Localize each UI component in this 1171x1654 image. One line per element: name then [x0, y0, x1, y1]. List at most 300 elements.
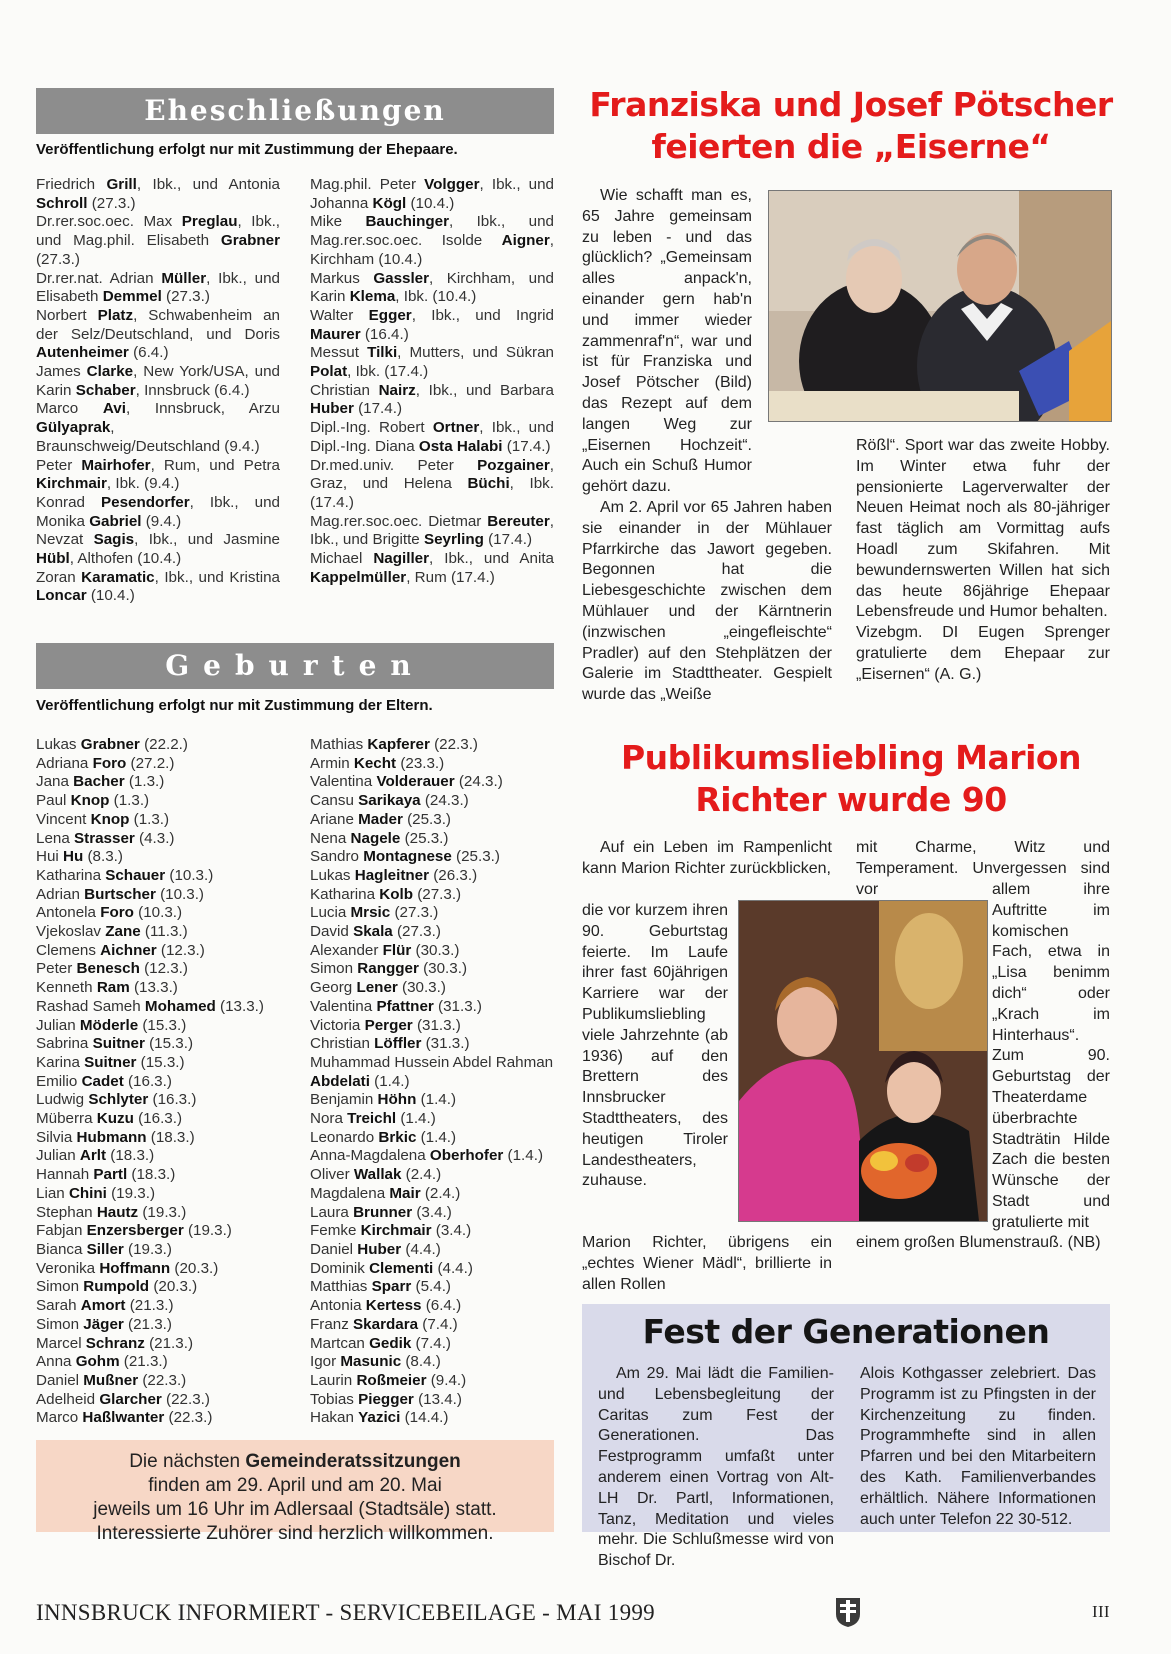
list-item	[36, 1335, 286, 1354]
name-text: Michael	[310, 550, 374, 568]
name-text: (16.3.)	[133, 1110, 183, 1128]
list-item	[310, 1185, 560, 1204]
surname: Cadet	[81, 1072, 124, 1090]
surname: Huber	[357, 1240, 402, 1258]
list-item	[36, 773, 286, 792]
name-text: Alexander	[310, 941, 383, 959]
list-item	[36, 176, 280, 213]
surname: Autenheimer	[36, 344, 129, 362]
name-text: (1.3.)	[109, 792, 150, 810]
name-text: (11.3.)	[140, 923, 188, 941]
name-text: Peter	[36, 456, 82, 474]
council-notice-box	[36, 1440, 554, 1544]
council-line-1b: Gemeinderatssitzungen	[245, 1451, 461, 1472]
surname: Tilki	[367, 344, 398, 362]
footer-publication: INNSBRUCK INFORMIERT - SERVICEBEILAGE - MAI 1999	[36, 1600, 655, 1625]
name-text: (5.4.)	[411, 1278, 451, 1296]
list-item	[36, 1166, 286, 1185]
surname: Enzersberger	[86, 1222, 184, 1240]
list-item	[36, 1129, 286, 1148]
list-item	[310, 755, 560, 774]
name-text: (27.3.)	[36, 250, 80, 268]
surname: Montagnese	[363, 848, 452, 866]
name-text: (7.4.)	[411, 1334, 451, 1352]
surname: Seyrling	[423, 531, 484, 549]
name-text: Mike	[310, 213, 366, 231]
name-text: (21.3.)	[144, 1334, 194, 1352]
list-item	[36, 998, 286, 1017]
name-text: Femke	[310, 1222, 361, 1240]
list-item	[310, 1222, 560, 1241]
richter-text-col-2b	[992, 880, 1110, 1234]
list-item	[310, 176, 554, 213]
list-item	[36, 979, 286, 998]
name-text: (30.3.)	[411, 941, 460, 959]
name-text: , Innsbruck (6.4.)	[135, 381, 250, 399]
richter-paragraph-1c: Marion Richter, übrigens ein „echtes Wiener Mädl“, brillierte in allen Rollen	[582, 1234, 832, 1293]
name-text: (6.4.)	[421, 1297, 462, 1315]
name-text: Paul	[36, 792, 71, 810]
surname: Mußner	[83, 1371, 139, 1389]
council-line-3: jeweils um 16 Uhr im Adlersaal (Stadtsäle) statt.	[93, 1499, 497, 1520]
name-text: , Ibk., und Mag.phil. Elisabeth	[36, 213, 281, 250]
surname: Mair	[389, 1184, 421, 1202]
name-text: Cansu	[310, 792, 359, 810]
name-text: (14.4.)	[400, 1409, 449, 1427]
list-item	[310, 1110, 560, 1129]
name-text: Vincent	[36, 810, 91, 828]
poetscher-paragraph-3: Rößl“. Sport war das zweite Hobby. Im Winter etwa fuhr der pensionierte Lagerverwalter der Neuen Heimat noch als 80-jähriger fast täglich am Vormittag aufs Hoadl zum Skifahren. Mit bewundernswerten Willen hat sich das heute 86jährige Ehepaar Lebensfreude und Humor behalten.	[856, 437, 1110, 621]
surname: Hagleitner	[354, 866, 430, 884]
list-item	[310, 1316, 560, 1335]
name-text: Karina	[36, 1053, 85, 1071]
name-text: Julian	[36, 1147, 80, 1165]
surname: Yazici	[358, 1409, 401, 1427]
richter-paragraph-2c: einem großen Blumenstrauß. (NB)	[856, 1234, 1101, 1251]
name-text: (2.4.)	[401, 1166, 442, 1184]
list-item	[36, 1147, 286, 1166]
surname: Roßmeier	[356, 1371, 427, 1389]
list-item	[310, 550, 554, 587]
council-line-2: finden am 29. April und am 20. Mai	[148, 1475, 442, 1496]
name-text: (27.3.)	[390, 904, 439, 922]
name-text: (1.3.)	[129, 810, 170, 828]
surname: Klema	[349, 288, 396, 306]
surname: Bereuter	[487, 512, 550, 530]
name-text: (22.2.)	[139, 736, 188, 753]
name-text: Sarah	[36, 1297, 81, 1315]
surname: Bauchinger	[365, 213, 449, 231]
name-text: (24.3.)	[454, 773, 503, 791]
list-item	[310, 942, 560, 961]
name-text: Muhammad Hussein Abdel Rahman	[310, 1053, 554, 1071]
list-item	[310, 1166, 560, 1185]
list-item	[310, 1297, 560, 1316]
list-item	[36, 942, 286, 961]
list-item	[36, 960, 286, 979]
surname: Kolb	[379, 885, 413, 903]
name-text: Anna-Magdalena	[310, 1147, 430, 1165]
surname: Wallak	[353, 1166, 402, 1184]
name-text: Antonela	[36, 904, 101, 922]
richter-paragraph-1a: Auf ein Leben im Rampenlicht kann Marion Richter zurückblicken,	[582, 839, 832, 877]
richter-text-col-1b	[582, 901, 728, 1192]
name-text: Lucia	[310, 904, 351, 922]
surname: Skardara	[353, 1315, 419, 1333]
name-text: (18.3.)	[146, 1128, 195, 1146]
list-item	[310, 1278, 560, 1297]
surname: Grabner	[80, 736, 140, 753]
surname: Brkic	[378, 1128, 417, 1146]
list-item	[36, 1353, 286, 1372]
city-crest-icon	[834, 1596, 862, 1628]
surname: Hübl	[36, 550, 70, 568]
list-item	[36, 1297, 286, 1316]
surname: Grabner	[220, 232, 280, 250]
name-text: (13.3.)	[215, 997, 264, 1015]
surname: Egger	[368, 306, 412, 324]
list-item	[310, 886, 560, 905]
list-item	[310, 1035, 560, 1054]
name-text: , Ibk., und Dipl.-Ing. Diana	[310, 419, 555, 455]
name-text: Adelheid	[36, 1390, 100, 1408]
name-text: (21.3.)	[119, 1353, 168, 1371]
surname: Preglau	[181, 213, 238, 231]
name-text: (19.3.)	[123, 1240, 172, 1258]
poetscher-text-col-2	[856, 436, 1110, 686]
surname: Clementi	[369, 1259, 434, 1277]
name-text: , New York/USA, und Karin	[36, 363, 281, 399]
list-item	[310, 867, 560, 886]
name-text: Franz	[310, 1315, 354, 1333]
name-text: (21.3.)	[125, 1297, 174, 1315]
name-text: Müberra	[36, 1110, 97, 1128]
name-text: (31.3.)	[412, 1016, 461, 1034]
surname: Sagis	[93, 531, 135, 549]
name-text: , Rum (17.4.)	[406, 568, 495, 586]
surname: Foro	[92, 754, 127, 772]
surname: Knop	[90, 810, 130, 828]
list-item	[36, 886, 286, 905]
name-text: (18.3.)	[127, 1166, 176, 1184]
name-text: Katharina	[310, 885, 380, 903]
richter-paragraph-2a: mit Charme, Witz und Temperament. Unvergessen sind vor	[856, 839, 1110, 898]
richter-text-col-2c	[856, 1233, 1110, 1254]
name-text: (19.3.)	[106, 1184, 156, 1202]
name-text: (22.3.)	[164, 1409, 213, 1427]
name-text: Fabjan	[36, 1222, 87, 1240]
name-text: Nora	[310, 1110, 348, 1128]
name-text: (22.3.)	[429, 736, 478, 753]
list-item	[310, 1054, 560, 1091]
list-item	[36, 1222, 286, 1241]
surname: Kappelmüller	[310, 568, 407, 586]
name-text: , Ibk., und Monika	[36, 493, 280, 530]
list-item	[310, 923, 560, 942]
list-item	[310, 998, 560, 1017]
surname: Lener	[356, 979, 398, 997]
name-text: (31.3.)	[421, 1035, 470, 1053]
name-text: Norbert	[36, 306, 98, 324]
name-text: (6.4.)	[128, 344, 169, 362]
surname: Chini	[68, 1184, 107, 1202]
name-text: (23.3.)	[396, 754, 445, 772]
footer-page-number: III	[1092, 1602, 1110, 1621]
surname: Sarikaya	[358, 792, 421, 810]
surname: Suitner	[84, 1053, 137, 1071]
surname: Suitner	[92, 1035, 145, 1053]
richter-text-col-1c	[582, 1233, 832, 1295]
name-text: Adrian	[36, 885, 85, 903]
surname: Grill	[106, 176, 137, 193]
surname: Clarke	[86, 363, 134, 381]
name-text: (27.3.)	[392, 923, 441, 941]
name-text: Antonia	[310, 1297, 366, 1315]
name-text: Christian	[310, 381, 379, 399]
richter-headline	[582, 737, 1120, 821]
list-item	[36, 1073, 286, 1092]
name-text: Markus	[310, 269, 374, 287]
surname: Sparr	[371, 1278, 412, 1296]
name-text: Hannah	[36, 1166, 94, 1184]
name-text: Silvia	[36, 1128, 77, 1146]
surname: Pozgainer	[477, 456, 550, 474]
list-item	[36, 1409, 286, 1428]
name-text: Mag.phil. Peter	[310, 176, 425, 193]
surname: Strasser	[74, 829, 135, 847]
list-item	[310, 1335, 560, 1354]
name-text: (22.3.)	[161, 1390, 210, 1408]
name-text: (27.3.)	[161, 288, 210, 306]
name-text: (1.4.)	[396, 1110, 436, 1128]
name-text: Dr.med.univ. Peter	[310, 456, 478, 474]
name-text: , Ibk., und Mag.rer.soc.oec. Isolde	[310, 213, 554, 250]
name-text: Rashad Sameh	[36, 997, 145, 1015]
surname: Schroll	[36, 194, 88, 212]
name-text: (12.3.)	[156, 941, 205, 959]
list-item	[36, 1241, 286, 1260]
poetscher-headline-line-2: feierten die „Eiserne“	[651, 127, 1051, 166]
name-text: Mathias	[310, 736, 368, 753]
name-text: Emilio	[36, 1072, 82, 1090]
marriages-col-1	[36, 176, 280, 606]
list-item	[310, 979, 560, 998]
list-item	[310, 1129, 560, 1148]
list-item	[36, 792, 286, 811]
name-text: Laurin	[310, 1371, 357, 1389]
list-item	[310, 457, 554, 513]
name-text: (13.3.)	[129, 979, 178, 997]
list-item	[310, 1372, 560, 1391]
fest-paragraph-2: Alois Kothgasser zelebriert. Das Programm ist zu Pfingsten in der Kirchenzeitung zu finden. Programmhefte sind in allen Pfarren und bei den Mitarbeitern des Kath. Familienverbandes erhältlich. Nähere Informationen auch unter Telefon 22 30-512.	[860, 1365, 1096, 1528]
list-item	[310, 1091, 560, 1110]
marriages-banner: Eheschließungen	[36, 88, 554, 134]
surname: Siller	[86, 1240, 124, 1258]
name-text: (26.3.)	[429, 866, 478, 884]
surname: Zane	[105, 923, 141, 941]
name-text: Dominik	[310, 1259, 370, 1277]
list-item	[310, 904, 560, 923]
births-col-2	[310, 736, 560, 1428]
surname: Gohm	[75, 1353, 120, 1371]
marriages-col-2	[310, 176, 554, 587]
surname: Treichl	[347, 1110, 397, 1128]
name-text: Ludwig	[36, 1091, 89, 1109]
name-text: Daniel	[310, 1240, 358, 1258]
list-item	[310, 270, 554, 307]
surname: Rumpold	[83, 1278, 150, 1296]
surname: Pfattner	[376, 997, 434, 1015]
list-item	[36, 569, 280, 606]
list-item	[310, 1260, 560, 1279]
name-text: (30.3.)	[397, 979, 446, 997]
name-text: , Ibk. (17.4.)	[310, 475, 554, 511]
surname: Oberhofer	[429, 1147, 504, 1165]
poetscher-headline	[582, 84, 1120, 168]
surname: Huber	[310, 400, 354, 418]
surname: Loncar	[36, 587, 87, 605]
list-item	[310, 307, 554, 344]
name-text: (27.3.)	[87, 194, 136, 212]
list-item	[310, 419, 554, 456]
poetscher-paragraph-1: Wie schafft man es, 65 Jahre gemeinsam zu leben - und das glücklich? „Gemeinsam alles anpack'n, einander gern hab'n und immer wieder zammenraf'n“, war und ist für Franziska und Josef Pötscher (Bild) das Rezept auf dem langen Weg zur „Eisernen Hochzeit“. Auch ein Schuß Humor gehört dazu.	[582, 187, 752, 496]
name-text: Martcan	[310, 1334, 370, 1352]
richter-paragraph-1b: die vor kurzem ihren 90. Geburtstag feierte. Im Laufe ihrer fast 60jährigen Karriere war der Publikumsliebling viele Jahrzehnte (ab 1936) auf den Brettern des Innsbrucker Stadttheaters, des heutigen Tiroler Landestheaters, zuhause.	[582, 902, 728, 1190]
surname: Platz	[97, 306, 134, 324]
list-item	[310, 736, 560, 755]
name-text: (8.3.)	[83, 848, 123, 866]
name-text: (16.3.)	[148, 1091, 197, 1109]
name-text: (1.4.)	[416, 1128, 457, 1146]
name-text: (8.4.)	[401, 1353, 441, 1371]
council-line-4: Interessierte Zuhörer sind herzlich willkommen.	[96, 1523, 494, 1544]
name-text: , Schwabenheim an der Selz/Deutschland, und Doris	[36, 306, 280, 343]
name-text: (15.3.)	[138, 1016, 187, 1034]
name-text: Stephan	[36, 1203, 97, 1221]
surname: Mohamed	[144, 997, 216, 1015]
name-text: Georg	[310, 979, 357, 997]
name-text: Nevzat	[36, 531, 94, 549]
surname: Kirchmair	[36, 475, 107, 493]
name-text: Igor	[310, 1353, 341, 1371]
name-text: Vjekoslav	[36, 923, 106, 941]
name-text: , Innsbruck, Arzu	[125, 400, 280, 418]
list-item	[36, 1110, 286, 1129]
council-line-1a: Die nächsten	[129, 1451, 246, 1472]
name-text: Simon	[36, 1315, 84, 1333]
surname: Flür	[382, 941, 412, 959]
surname: Volgger	[424, 176, 480, 193]
name-text: Bianca	[36, 1240, 87, 1258]
list-item	[36, 904, 286, 923]
name-text: (9.4.)	[141, 512, 182, 530]
surname: Möderle	[79, 1016, 139, 1034]
list-item	[310, 773, 560, 792]
name-text: (19.3.)	[183, 1222, 232, 1240]
list-item	[36, 1260, 286, 1279]
list-item	[36, 1372, 286, 1391]
name-text: , Ibk., und Elisabeth	[36, 269, 280, 306]
name-text: (1.3.)	[124, 773, 165, 791]
richter-paragraph-2b: allem ihre Auftritte im komischen Fach, etwa in „Lisa benimm dich“ oder „Krach im Hinterhaus“. Zum 90. Geburtstag der Theaterdame überbrachte Stadträtin Hilde Zach die besten Wünsche der Stadt und gratulierte mit	[992, 881, 1110, 1231]
name-text: Marco	[36, 400, 103, 418]
list-item	[310, 1147, 560, 1166]
name-text: (1.4.)	[416, 1091, 457, 1109]
name-text: , Ibk., und Anita	[429, 550, 554, 568]
surname: Mader	[358, 810, 403, 828]
list-item	[310, 382, 554, 419]
name-text: , Ibk., und Brigitte	[310, 512, 554, 549]
richter-text-col-1a	[582, 838, 832, 880]
surname: Nairz	[378, 381, 416, 399]
name-text: Leonardo	[310, 1128, 379, 1146]
name-text: Friedrich	[36, 176, 107, 193]
list-item	[310, 1391, 560, 1410]
richter-headline-line-1: Publikumsliebling Marion	[620, 738, 1082, 777]
list-item	[36, 1278, 286, 1297]
surname: Schranz	[85, 1334, 145, 1352]
surname: Nagele	[350, 829, 401, 847]
name-text: Messut	[310, 344, 368, 362]
list-item	[36, 531, 280, 568]
name-text: Daniel	[36, 1371, 84, 1389]
list-item	[310, 1017, 560, 1036]
list-item	[310, 792, 560, 811]
surname: Mrsic	[350, 904, 391, 922]
surname: Kapferer	[367, 736, 430, 753]
list-item	[36, 1391, 286, 1410]
name-text: (30.3.)	[418, 960, 468, 978]
name-text: , Althofen (10.4.)	[69, 550, 182, 568]
poetscher-paragraph-2: Am 2. April vor 65 Jahren haben sie einander in der Mühlauer Pfarrkirche das Jawort gegeben. Begonnen hat die Liebesgeschichte zwischen dem Mühlauer und der Kärntnerin (inzwischen „eingefleischte“ Pradler) auf den Stehplätzen der Galerie im Stadttheater. Gespielt wurde das „Weiße	[582, 499, 832, 704]
surname: Müller	[161, 269, 207, 287]
name-text: (1.4.)	[503, 1147, 543, 1165]
list-item	[36, 270, 280, 307]
name-text: (18.3.)	[106, 1147, 155, 1165]
surname: Avi	[102, 400, 126, 418]
name-text: , Ibk., und Barbara	[415, 381, 554, 399]
surname: Benesch	[76, 960, 140, 978]
surname: Büchi	[467, 475, 510, 493]
name-text: James	[36, 363, 87, 381]
surname: Kertess	[365, 1297, 422, 1315]
poetscher-paragraph-4: Vizebgm. DI Eugen Sprenger gratulierte dem Ehepaar zur „Eisernen“ (A. G.)	[856, 624, 1110, 683]
name-text: (3.4.)	[412, 1203, 452, 1221]
name-text: , Ibk., und Antonia	[136, 176, 281, 193]
name-text: Julian	[36, 1016, 80, 1034]
list-item	[36, 736, 286, 755]
surname: Höhn	[377, 1091, 417, 1109]
fest-text-col-1	[598, 1364, 834, 1572]
name-text: , Ibk. (9.4.)	[106, 475, 180, 493]
name-text: Sandro	[310, 848, 364, 866]
surname: Burtscher	[84, 885, 156, 903]
name-text: Lena	[36, 829, 75, 847]
name-text: Valentina	[310, 997, 377, 1015]
name-text: Zoran	[36, 568, 82, 586]
name-text: (27.2.)	[126, 754, 175, 772]
list-item	[36, 457, 280, 494]
name-text: (4.4.)	[401, 1240, 441, 1258]
surname: Partl	[93, 1166, 128, 1184]
name-text: , Kirchham (10.4.)	[310, 232, 554, 268]
name-text: Lian	[36, 1184, 69, 1202]
list-item	[36, 1185, 286, 1204]
name-text: Ariane	[310, 810, 359, 828]
list-item	[36, 1035, 286, 1054]
name-text: Valentina	[310, 773, 377, 791]
list-item	[310, 830, 560, 849]
